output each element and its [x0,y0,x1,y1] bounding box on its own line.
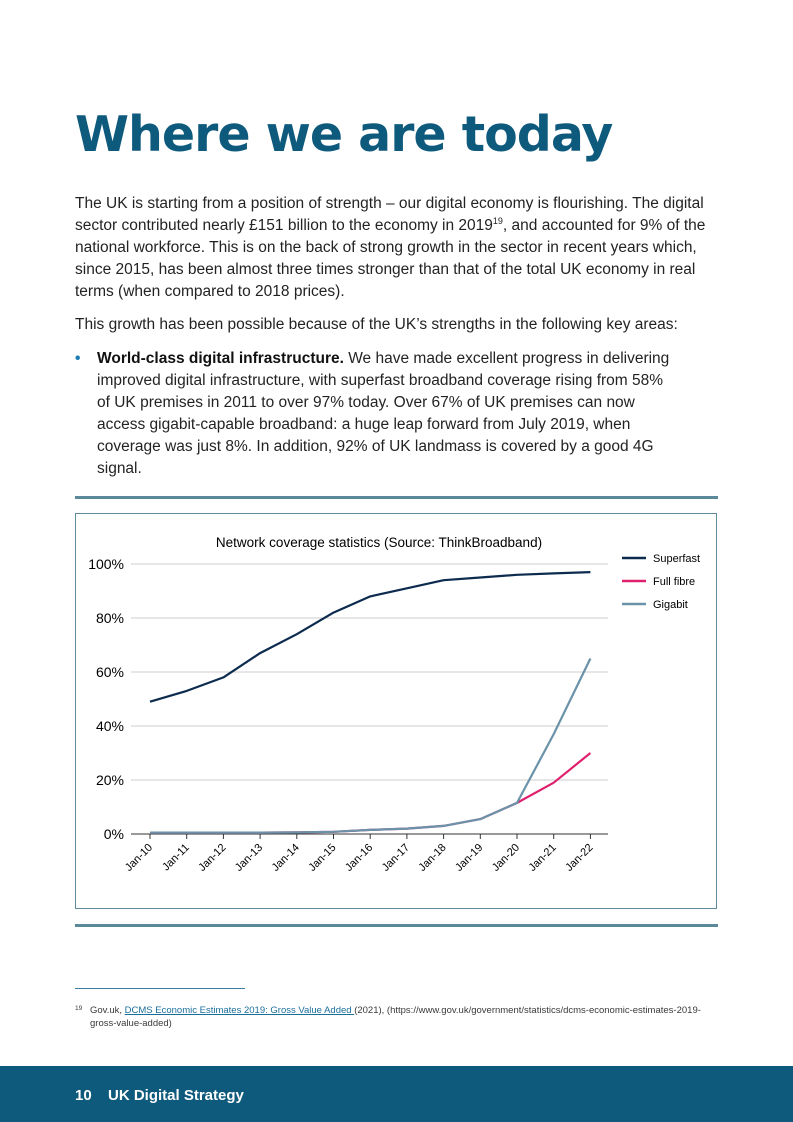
growth-paragraph: This growth has been possible because of the UK’s strengths in the following key areas: [75,316,678,333]
intro-paragraph [75,193,720,303]
series-line-gigabit [150,659,590,833]
x-tick-label: Jan-16 [343,841,376,874]
x-tick-label: Jan-12 [196,841,229,874]
bullet-marker: • [75,350,81,367]
x-tick-label: Jan-19 [453,841,486,874]
series-line-full-fibre [150,753,590,833]
page-footer [0,1066,793,1122]
x-tick-label: Jan-15 [306,841,339,874]
bullet-body: We have made excellent progress in delivering improved digital infrastructure, with superfast broadband coverage rising from 58% of UK premises in 2011 to over 97% today. Over 67% of UK premises can now access gigabit-capable broadband: a huge leap forward from July 2019, when coverage was just 8%. In addition, 92% of UK landmass is covered by a good 4G signal. [97,350,670,477]
footnote-body [90,1004,715,1030]
coverage-chart [75,513,717,909]
y-tick-label: 100% [88,556,124,572]
x-tick-label: Jan-21 [526,841,559,874]
bullet-text [97,348,677,480]
footnote-suffix: (2021), (https://www.gov.uk/government/statistics/dcms-economic-estimates-2019-gross-value-added) [90,1005,701,1029]
x-tick-label: Jan-11 [160,841,192,874]
y-tick-label: 80% [95,610,124,626]
y-tick-label: 0% [103,826,124,842]
footnote-number: 19 [75,1005,83,1012]
divider-top [75,496,718,499]
y-tick-label: 60% [95,664,124,680]
x-tick-label: Jan-10 [122,841,156,874]
intro-text-a: The UK is starting from a position of strength – our digital economy is flourishing. The digital sector contributed nearly £151 billion to the economy in 2019 [75,195,704,234]
x-tick-label: Jan-13 [232,841,266,874]
footnote [75,1004,715,1030]
y-tick-label: 40% [95,718,124,734]
x-tick-label: Jan-18 [416,841,449,874]
page-title: Where we are today [75,106,613,163]
footnote-link[interactable]: DCMS Economic Estimates 2019: Gross Value Added [124,1005,355,1016]
legend-label: Superfast [653,553,701,565]
legend-label: Gigabit [653,599,688,611]
footnote-divider [75,988,245,989]
y-tick-label: 20% [95,772,124,788]
document-title: UK Digital Strategy [108,1087,244,1104]
chart-title: Network coverage statistics (Source: ThinkBroadband) [215,535,543,550]
series-line-superfast [150,572,590,702]
legend-label: Full fibre [653,576,696,588]
bullet-infrastructure [75,348,715,480]
footnote-prefix: Gov.uk, [90,1005,125,1016]
bullet-heading: World-class digital infrastructure. [97,350,344,367]
chart-svg [76,514,718,910]
x-tick-label: Jan-14 [269,841,302,874]
divider-bottom [75,924,718,927]
x-tick-label: Jan-22 [563,841,596,874]
footnote-ref[interactable]: 19 [492,215,503,226]
intro-text-b: , and accounted for 9% of the national workforce. This is on the back of strong growth in the sector in recent years which, since 2015, has been almost three times stronger than that of the total UK economy in real terms (when compared to 2018 prices). [75,217,706,300]
x-tick-label: Jan-20 [489,841,523,874]
page-number: 10 [75,1087,92,1104]
x-tick-label: Jan-17 [379,841,413,874]
